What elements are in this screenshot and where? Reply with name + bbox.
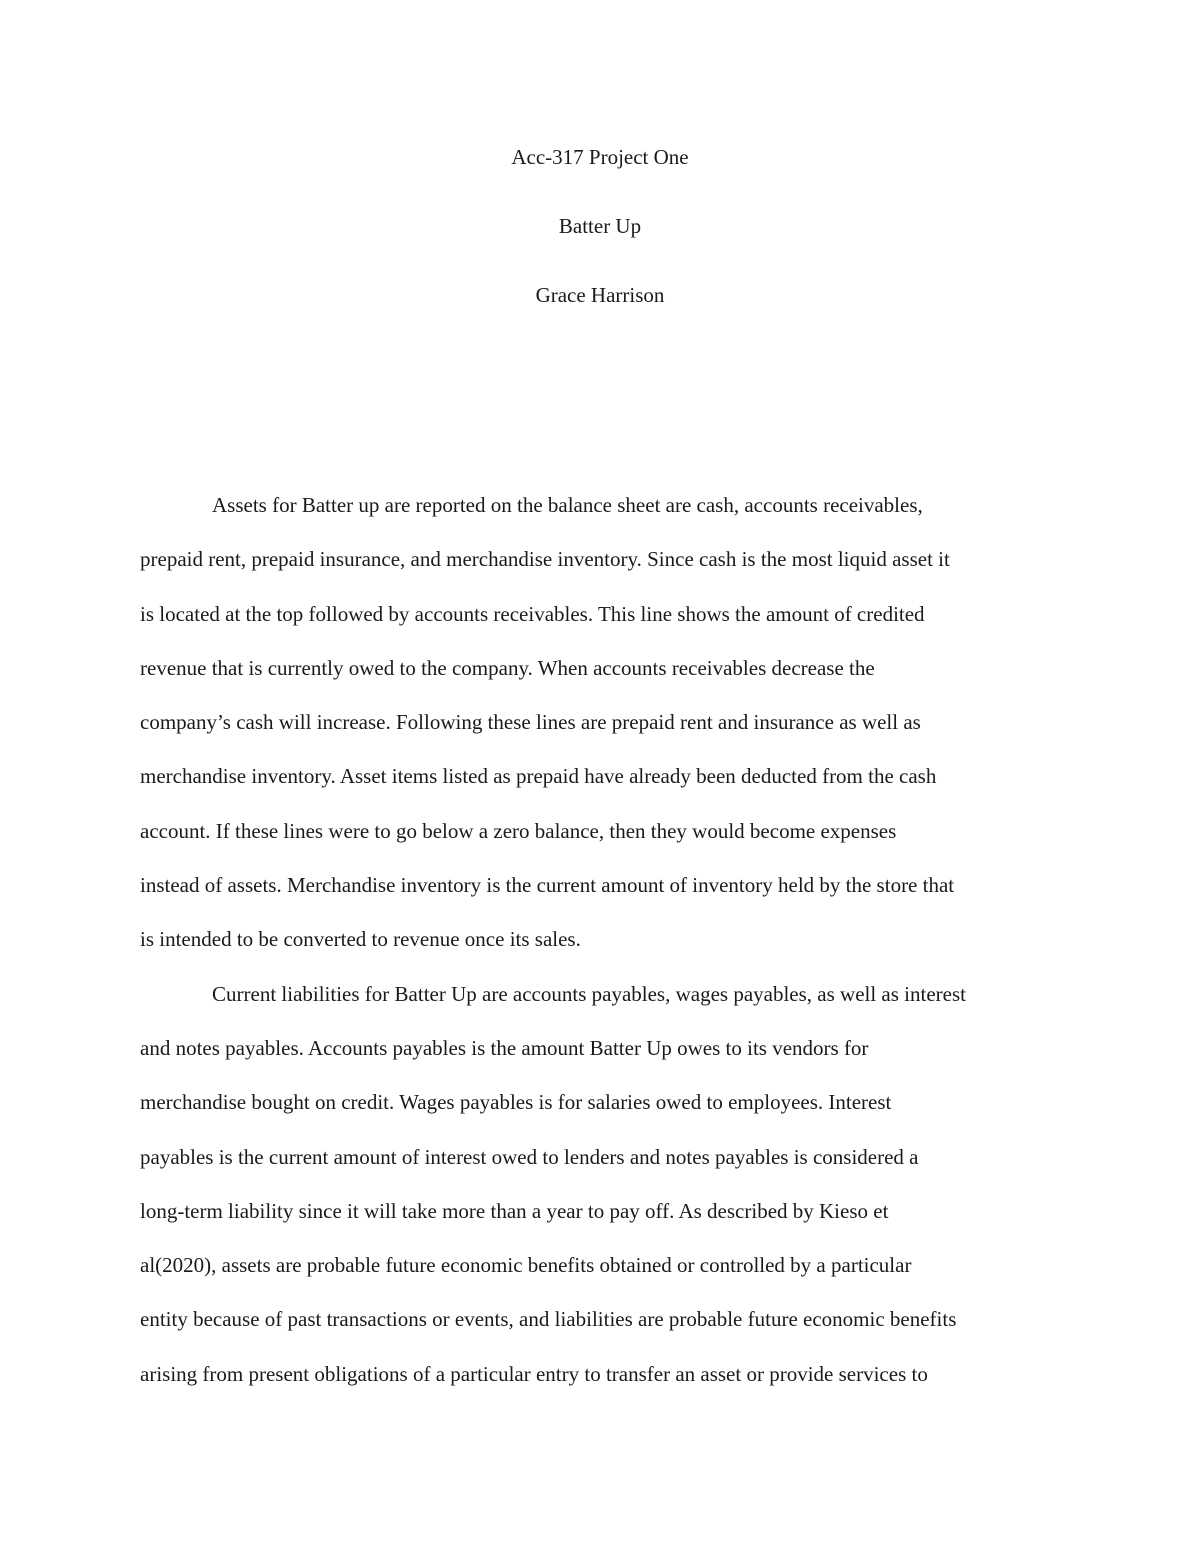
text-line: merchandise bought on credit. Wages payables is for salaries owed to employees. Interest [140,1090,892,1115]
text-line: long-term liability since it will take more than a year to pay off. As described by Kieso et [140,1198,889,1223]
text-line: payables is the current amount of interest owed to lenders and notes payables is considered a [140,1144,919,1169]
paragraph-assets [140,485,1060,974]
title-block [0,139,1200,346]
text-line: Current liabilities for Batter Up are accounts payables, wages payables, as well as interest [212,981,966,1006]
text-line: instead of assets. Merchandise inventory is the current amount of inventory held by the store that [140,873,955,898]
text-line: is intended to be converted to revenue once its sales. [140,927,581,952]
text-line: revenue that is currently owed to the company. When accounts receivables decrease the [140,655,875,680]
text-line: account. If these lines were to go below a zero balance, then they would become expenses [140,818,897,843]
text-line: company’s cash will increase. Following these lines are prepaid rent and insurance as well as [140,710,921,735]
text-line: entity because of past transactions or events, and liabilities are probable future economic benefits [140,1307,957,1332]
text-line: is located at the top followed by accounts receivables. This line shows the amount of credited [140,601,925,626]
author-name: Grace Harrison [535,283,665,307]
text-line: prepaid rent, prepaid insurance, and merchandise inventory. Since cash is the most liquid asset it [140,547,950,572]
body-text [140,485,1060,1408]
document-subtitle: Batter Up [558,214,642,238]
text-line: al(2020), assets are probable future economic benefits obtained or controlled by a particular [140,1253,912,1278]
document-title: Acc-317 Project One [511,145,689,169]
text-line: Assets for Batter up are reported on the balance sheet are cash, accounts receivables, [212,493,923,517]
text-line: and notes payables. Accounts payables is the amount Batter Up owes to its vendors for [140,1035,869,1060]
text-line: arising from present obligations of a particular entry to transfer an asset or provide services to [140,1361,928,1386]
text-line: merchandise inventory. Asset items listed as prepaid have already been deducted from the cash [140,764,937,789]
paragraph-liabilities [140,974,1060,1408]
